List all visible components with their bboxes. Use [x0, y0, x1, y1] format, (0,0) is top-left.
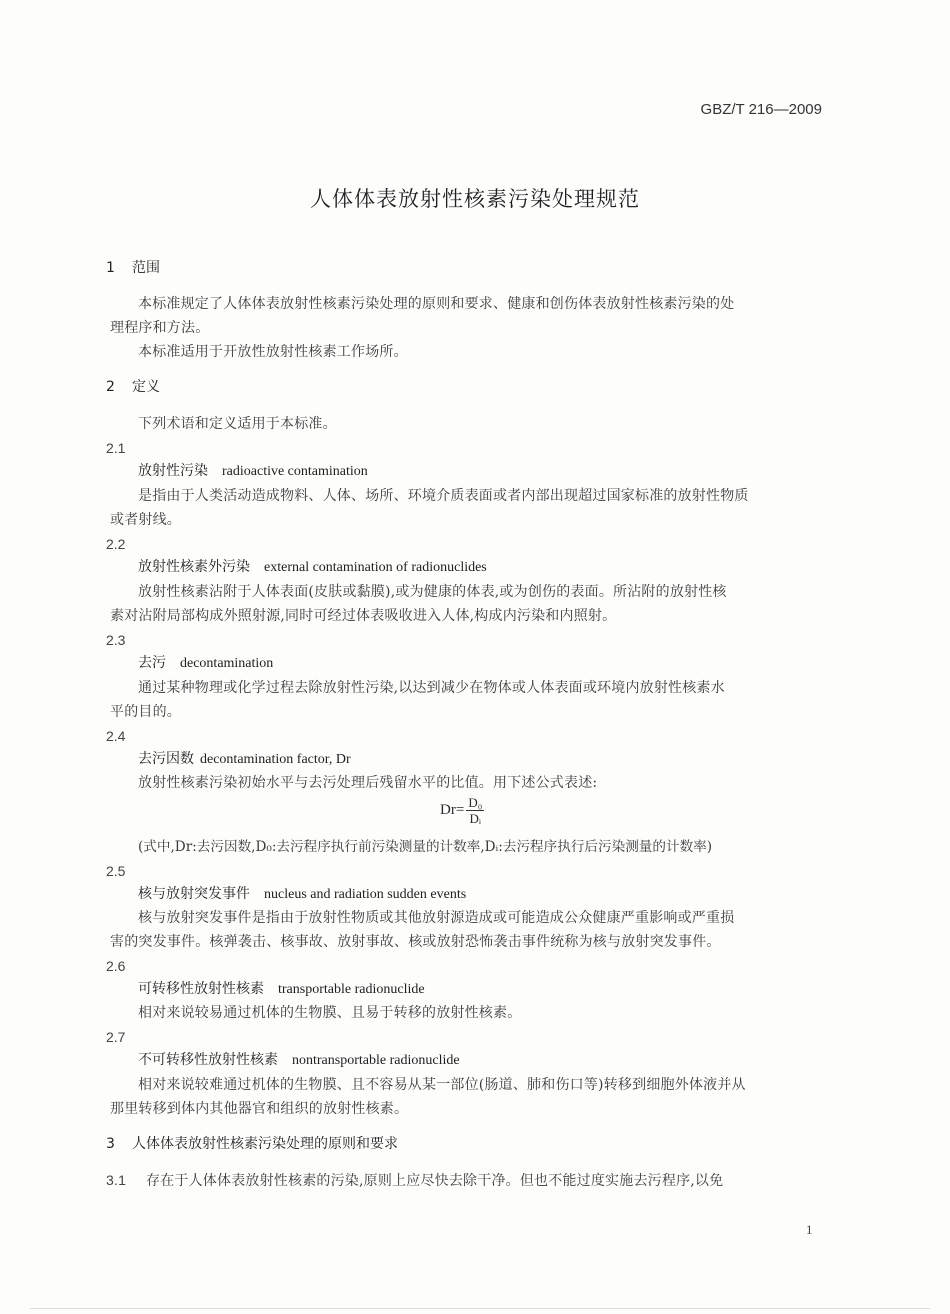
term-zh: 核与放射突发事件 [138, 886, 250, 902]
term-zh: 不可转移性放射性核素 [138, 1052, 278, 1068]
section-title: 定义 [132, 379, 160, 395]
term-zh: 去污 [138, 655, 166, 671]
term-heading [138, 461, 368, 482]
term-heading [138, 884, 466, 905]
definition-number: 2.3 [106, 632, 126, 648]
term-en: decontamination factor, Dr [200, 752, 351, 767]
paragraph-line: (式中,Dr:去污因数,D₀:去污程序执行前污染测量的计数率,Dᵢ:去污程序执行后污染测量的计数率) [138, 839, 713, 855]
term-zh: 放射性核素外污染 [138, 559, 250, 575]
paragraph-line: 下列术语和定义适用于本标准。 [138, 416, 337, 432]
section-3-heading [106, 1134, 398, 1154]
formula-numerator: D₀ [468, 795, 483, 810]
term-zh: 去污因数 [138, 751, 194, 767]
paragraph-line: 相对来说较易通过机体的生物膜、且易于转移的放射性核素。 [138, 1005, 522, 1021]
term-heading [138, 749, 351, 770]
formula-fraction [466, 795, 484, 826]
definition-number: 2.5 [106, 863, 126, 879]
term-heading [138, 979, 425, 1000]
definition-number: 2.6 [106, 958, 126, 974]
term-en: external contamination of radionuclides [264, 560, 487, 575]
section-title: 人体体表放射性核素污染处理的原则和要求 [132, 1136, 398, 1152]
paragraph-line: 通过某种物理或化学过程去除放射性污染,以达到减少在物体或人体表面或环境内放射性核素水 [138, 680, 725, 696]
paragraph-line: 放射性核素污染初始水平与去污处理后残留水平的比值。用下述公式表述: [138, 775, 598, 791]
paragraph-line: 或者射线。 [110, 512, 181, 528]
clause-text: 存在于人体体表放射性核素的污染,原则上应尽快去除干净。但也不能过度实施去污程序,以免 [146, 1173, 724, 1189]
paragraph-line: 本标准适用于开放性放射性核素工作场所。 [138, 344, 408, 360]
section-number: 2 [106, 379, 115, 395]
term-en: radioactive contamination [222, 464, 368, 479]
term-en: nontransportable radionuclide [292, 1053, 460, 1068]
term-en: nucleus and radiation sudden events [264, 887, 467, 902]
term-heading [138, 557, 487, 578]
paragraph-line: 那里转移到体内其他器官和组织的放射性核素。 [110, 1101, 409, 1117]
clause-line [106, 1170, 723, 1191]
paragraph-line: 平的目的。 [110, 704, 181, 720]
paragraph-line: 害的突发事件。核弹袭击、核事故、放射事故、核或放射恐怖袭击事件统称为核与放射突发事件。 [110, 934, 721, 950]
paragraph-line: 是指由于人类活动造成物料、人体、场所、环境介质表面或者内部出现超过国家标准的放射性物质 [138, 488, 749, 504]
section-title: 范围 [132, 260, 160, 276]
paragraph-line: 核与放射突发事件是指由于放射性物质或其他放射源造成或可能造成公众健康严重影响或严重损 [138, 910, 735, 926]
paragraph-line: 理程序和方法。 [110, 320, 210, 336]
document-code: GBZ/T 216—2009 [700, 101, 822, 118]
formula-denominator: Dᵢ [469, 811, 482, 826]
decontamination-factor-formula [440, 795, 484, 826]
term-en: decontamination [180, 656, 274, 671]
definition-number: 2.1 [106, 440, 126, 456]
section-2-heading [106, 377, 160, 397]
definition-number: 2.7 [106, 1029, 126, 1045]
term-zh: 放射性污染 [138, 463, 208, 479]
clause-number: 3.1 [106, 1172, 127, 1188]
term-zh: 可转移性放射性核素 [138, 981, 264, 997]
page-bottom-edge [30, 1308, 930, 1309]
definition-number: 2.2 [106, 536, 126, 552]
section-1-heading [106, 258, 160, 278]
paragraph-line: 素对沾附局部构成外照射源,同时可经过体表吸收进入人体,构成内污染和内照射。 [110, 608, 617, 624]
term-en: transportable radionuclide [278, 982, 425, 997]
section-number: 1 [106, 260, 115, 276]
formula-lhs: Dr= [440, 802, 465, 818]
term-heading [138, 1050, 460, 1071]
section-number: 3 [106, 1136, 115, 1152]
paragraph-line: 放射性核素沾附于人体表面(皮肤或黏膜),或为健康的体表,或为创伤的表面。所沾附的放射性核 [138, 584, 727, 600]
document-title: 人体体表放射性核素污染处理规范 [310, 187, 640, 211]
paragraph-line: 本标准规定了人体体表放射性核素污染处理的原则和要求、健康和创伤体表放射性核素污染的处 [138, 296, 735, 312]
page-number: 1 [806, 1222, 813, 1237]
definition-number: 2.4 [106, 728, 126, 744]
paragraph-line: 相对来说较难通过机体的生物膜、且不容易从某一部位(肠道、肺和伤口等)转移到细胞外体液并从 [138, 1077, 746, 1093]
term-heading [138, 653, 273, 674]
